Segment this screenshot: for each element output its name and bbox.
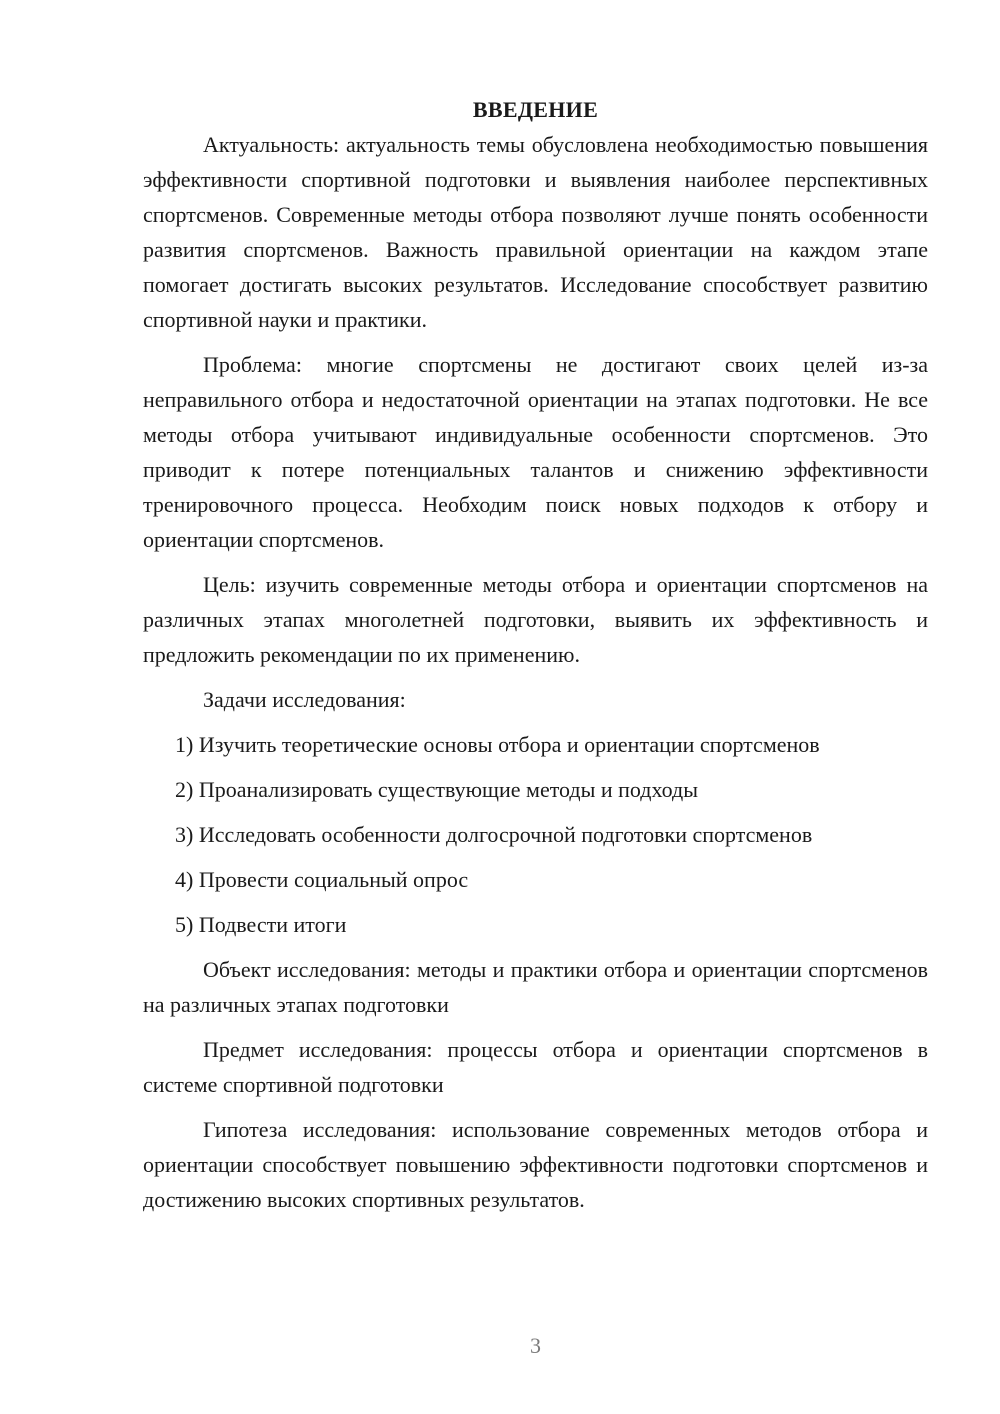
object-paragraph: Объект исследования: методы и практики отбора и ориентации спортсменов на различных этапах подготовки [143, 957, 928, 1017]
tasks-heading: Задачи исследования: [203, 687, 406, 712]
page-number: 3 [530, 1333, 541, 1358]
tasks-list [143, 727, 928, 942]
task-item: 2) Проанализировать существующие методы и подходы [175, 777, 698, 802]
subject-paragraph: Предмет исследования: процессы отбора и ориентации спортсменов в системе спортивной подготовки [143, 1037, 928, 1097]
hypothesis-paragraph: Гипотеза исследования: использование современных методов отбора и ориентации способствует повышению эффективности подготовки спортсменов и достижению высоких спортивных результатов. [143, 1117, 928, 1212]
task-item: 3) Исследовать особенности долгосрочной подготовки спортсменов [175, 822, 813, 847]
task-item: 1) Изучить теоретические основы отбора и ориентации спортсменов [175, 732, 820, 757]
problem-paragraph: Проблема: многие спортсмены не достигают своих целей из-за неправильного отбора и недостаточной ориентации на этапах подготовки. Не все методы отбора учитывают индивидуальные особенности спортсменов. Это приводит к потере потенциальных талантов и снижению эффективности тренировочного процесса. Необходим поиск новых подходов к отбору и ориентации спортсменов. [143, 352, 928, 552]
task-item: 5) Подвести итоги [175, 912, 347, 937]
task-item: 4) Провести социальный опрос [175, 867, 469, 892]
relevance-paragraph: Актуальность: актуальность темы обусловлена необходимостью повышения эффективности спортивной подготовки и выявления наиболее перспективных спортсменов. Современные методы отбора позволяют лучше понять особенности развития спортсменов. Важность правильной ориентации на каждом этапе помогает достигать высоких результатов. Исследование способствует развитию спортивной науки и практики. [143, 132, 928, 332]
document-page [143, 92, 928, 1227]
goal-paragraph: Цель: изучить современные методы отбора и ориентации спортсменов на различных этапах многолетней подготовки, выявить их эффективность и предложить рекомендации по их применению. [143, 572, 928, 667]
section-heading: ВВЕДЕНИЕ [472, 97, 599, 122]
